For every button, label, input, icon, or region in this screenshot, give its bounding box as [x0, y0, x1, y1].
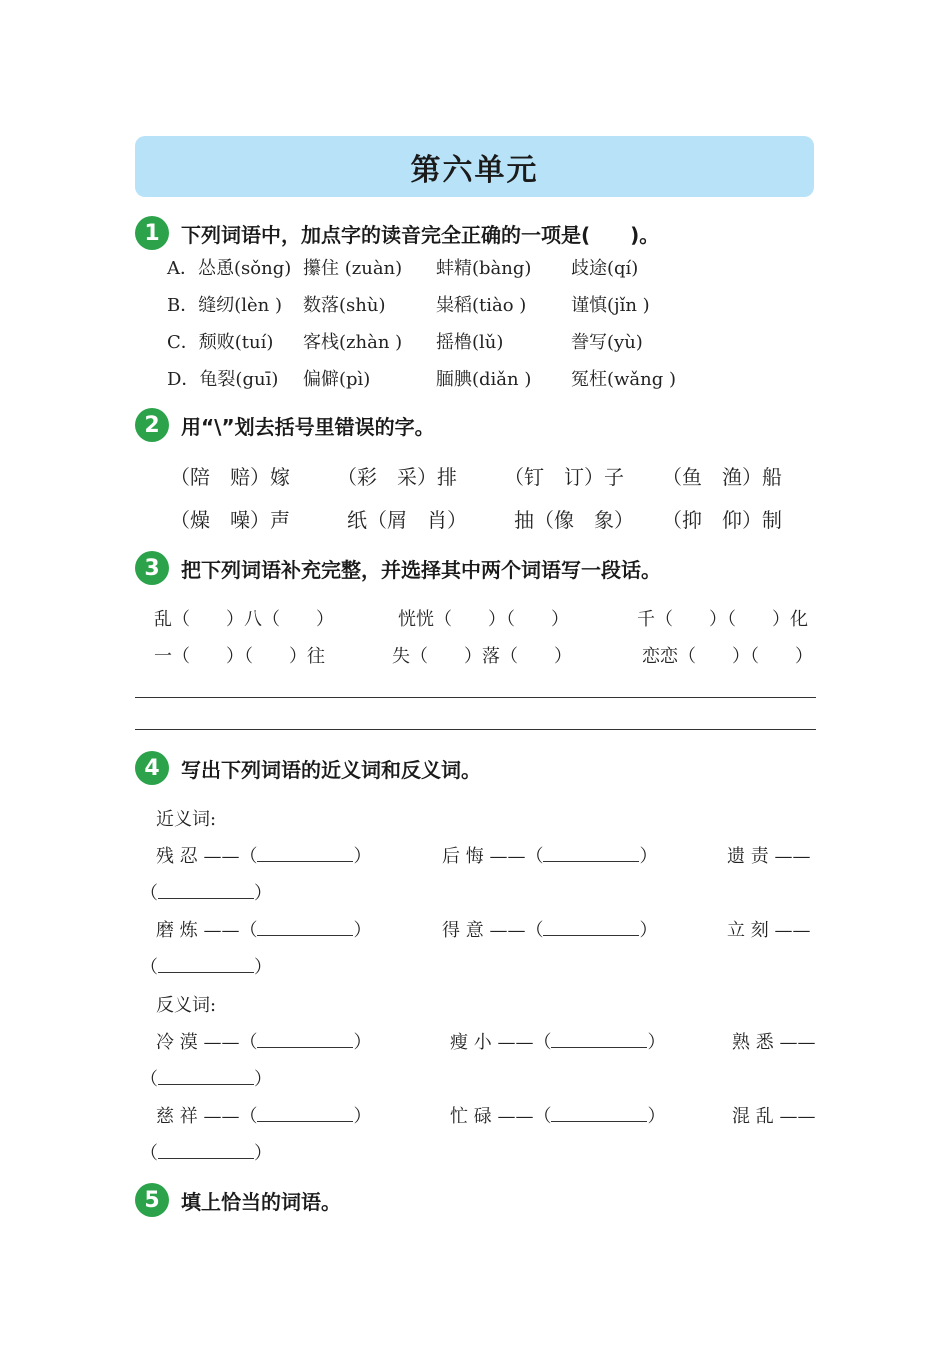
word-pair: 遗 责 ——: [727, 846, 811, 867]
word-pair-continued: （ ）: [140, 953, 272, 979]
question-4-text: 写出下列词语的近义词和反义词。: [181, 757, 481, 782]
q2-item: （鱼 渔）船: [662, 465, 782, 489]
word-pair: 混 乱 ——: [732, 1106, 816, 1127]
q3-idiom: 千（ ）（ ）化: [637, 609, 808, 630]
q2-item: （陪 赔）嫁: [170, 465, 290, 489]
title-banner: [135, 136, 814, 197]
word-pair: 立 刻 ——: [727, 920, 811, 941]
word-pair: 慈 祥 ——（ ）: [156, 1102, 371, 1128]
word-pair: 熟 悉 ——: [732, 1032, 816, 1053]
answer-blank[interactable]: [158, 1066, 254, 1085]
option-b-2: 数落(shù): [303, 295, 386, 316]
answer-blank[interactable]: [551, 1029, 647, 1048]
word: 混 乱: [732, 1106, 774, 1127]
q2-item: （抑 仰）制: [662, 508, 782, 532]
page-title: 第六单元: [410, 152, 539, 188]
word-pair: 冷 漠 ——（ ）: [156, 1028, 371, 1054]
question-5-header: [135, 1183, 341, 1217]
word: 熟 悉: [732, 1032, 774, 1053]
answer-blank[interactable]: [543, 917, 639, 936]
word: 冷 漠: [156, 1032, 198, 1053]
option-b-1: B．缝纫(lèn ): [167, 295, 282, 316]
word: 残 忍: [156, 846, 198, 867]
word-pair: 瘦 小 ——（ ）: [450, 1028, 665, 1054]
option-a-1: A．怂恿(sǒng): [167, 258, 292, 279]
q3-idiom: 恋恋（ ）（ ）: [642, 646, 813, 667]
option-b-4: 谨慎(jǐn ): [571, 295, 650, 316]
q2-item: 抽（像 象）: [514, 508, 634, 532]
answer-blank[interactable]: [551, 1103, 647, 1122]
q3-idiom: 失（ ）落（ ）: [392, 646, 572, 667]
question-3-header: [135, 551, 661, 585]
option-d-2: 偏僻(pì): [303, 369, 371, 390]
word: 慈 祥: [156, 1106, 198, 1127]
question-number-badge: 5: [135, 1183, 169, 1217]
question-2-header: [135, 408, 435, 442]
word-pair: 忙 碌 ——（ ）: [450, 1102, 665, 1128]
word-pair: 后 悔 ——（ ）: [442, 842, 657, 868]
answer-blank[interactable]: [543, 843, 639, 862]
word-pair-continued: （ ）: [140, 879, 272, 905]
q3-idiom: 一（ ）（ ）往: [154, 646, 325, 667]
writing-line[interactable]: [135, 697, 816, 698]
option-c-3: 摇橹(lǔ): [436, 332, 504, 353]
word-pair: 残 忍 ——（ ）: [156, 842, 371, 868]
option-b-3: 粜稻(tiào ): [436, 295, 527, 316]
option-a-3: 蚌精(bàng): [436, 258, 532, 279]
question-number-badge: 4: [135, 751, 169, 785]
answer-blank[interactable]: [158, 880, 254, 899]
q2-item: （燥 噪）声: [170, 508, 290, 532]
question-2-text: 用“\”划去括号里错误的字。: [181, 414, 435, 439]
writing-line[interactable]: [135, 729, 816, 730]
option-a-2: 攥住 (zuàn): [303, 258, 403, 279]
q2-item: （钉 订）子: [504, 465, 624, 489]
option-c-4: 誊写(yù): [571, 332, 643, 353]
answer-blank[interactable]: [257, 917, 353, 936]
q3-idiom: 恍恍（ ）（ ）: [398, 609, 569, 630]
question-number-badge: 2: [135, 408, 169, 442]
question-number-badge: 3: [135, 551, 169, 585]
word: 得 意: [442, 920, 484, 941]
q2-item: 纸（屑 肖）: [347, 508, 467, 532]
answer-blank[interactable]: [257, 1029, 353, 1048]
option-c-2: 客栈(zhàn ): [303, 332, 403, 353]
question-5-text: 填上恰当的词语。: [181, 1189, 341, 1214]
word: 瘦 小: [450, 1032, 492, 1053]
answer-blank[interactable]: [158, 954, 254, 973]
answer-blank[interactable]: [257, 843, 353, 862]
word-pair-continued: （ ）: [140, 1139, 272, 1165]
word-pair: 磨 炼 ——（ ）: [156, 916, 371, 942]
word-pair: 得 意 ——（ ）: [442, 916, 657, 942]
synonym-label: 近义词:: [156, 809, 217, 830]
word: 后 悔: [442, 846, 484, 867]
answer-blank[interactable]: [257, 1103, 353, 1122]
question-number-badge: 1: [135, 216, 169, 250]
word: 磨 炼: [156, 920, 198, 941]
antonym-label: 反义词:: [156, 995, 217, 1016]
question-3-text: 把下列词语补充完整，并选择其中两个词语写一段话。: [181, 557, 661, 582]
option-c-1: C．颓败(tuí): [167, 332, 274, 353]
q3-idiom: 乱（ ）八（ ）: [154, 609, 334, 630]
option-a-4: 歧途(qí): [571, 258, 639, 279]
option-d-4: 冤枉(wǎng ): [571, 369, 677, 390]
word-pair-continued: （ ）: [140, 1065, 272, 1091]
word: 忙 碌: [450, 1106, 492, 1127]
answer-blank[interactable]: [158, 1140, 254, 1159]
q2-item: （彩 采）排: [337, 465, 457, 489]
question-1-header: [135, 216, 659, 250]
word: 遗 责: [727, 846, 769, 867]
question-1-text: 下列词语中，加点字的读音完全正确的一项是( )。: [181, 222, 660, 247]
question-4-header: [135, 751, 481, 785]
option-d-1: D．龟裂(guī): [167, 369, 279, 390]
word: 立 刻: [727, 920, 769, 941]
option-d-3: 腼腆(diǎn ): [436, 369, 532, 390]
